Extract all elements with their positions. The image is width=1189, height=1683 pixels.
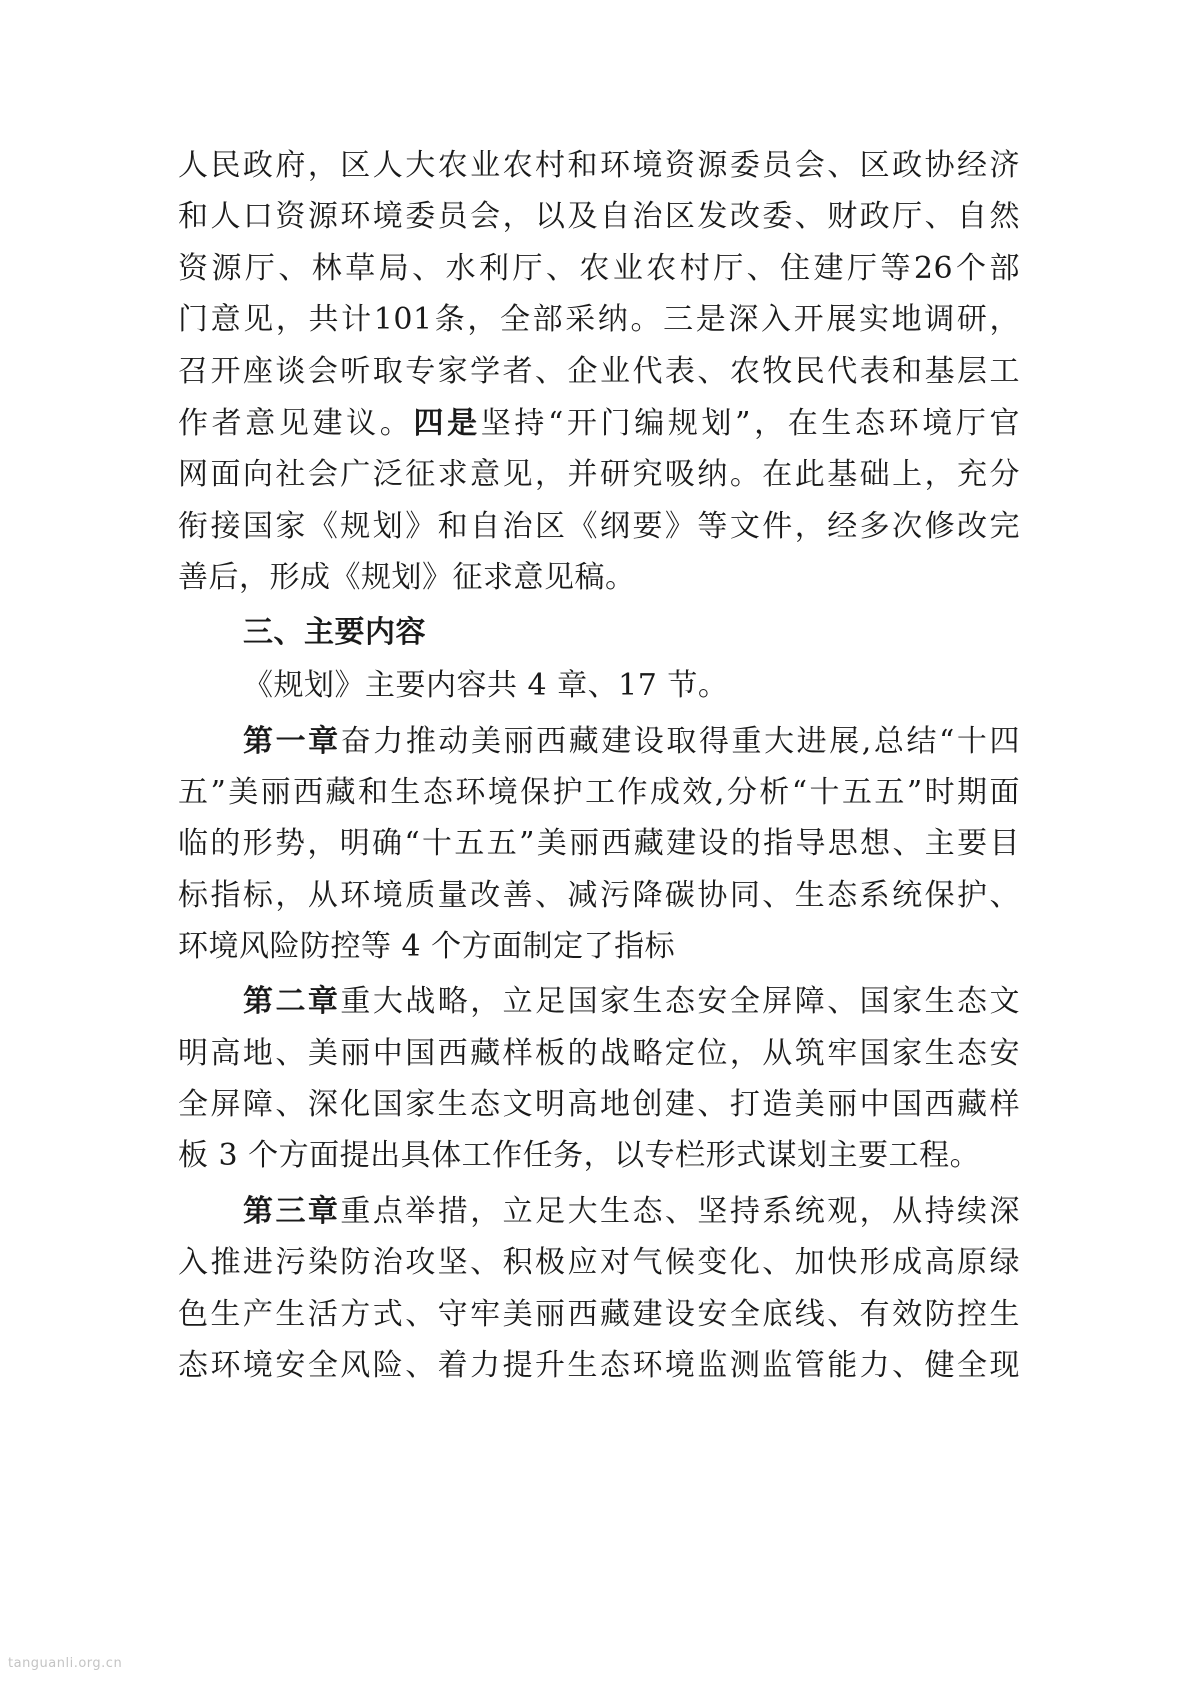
text-line: 和人口资源环境委员会，以及自治区发改委、财政厅、自然 — [178, 199, 1020, 234]
text-run: 重点举措，立足大生态、坚持系统观，从持续深 — [340, 1194, 1021, 1229]
text-line: 色生产生活方式、守牢美丽西藏建设安全底线、有效防控生 — [178, 1297, 1020, 1332]
text-line: 标指标，从环境质量改善、减污降碳协同、生态系统保护、 — [178, 878, 1020, 913]
text-run: 重大战略，立足国家生态安全屏障、国家生态文 — [340, 984, 1021, 1019]
text-line: 临的形势，明确“十五五”美丽西藏建设的指导思想、主要目 — [178, 826, 1020, 861]
section-intro: 《规划》主要内容共 4 章、17 节。 — [243, 668, 729, 703]
text-line: 入推进污染防治攻坚、积极应对气候变化、加快形成高原绿 — [178, 1245, 1020, 1280]
text-line — [178, 401, 1020, 447]
text-line — [243, 719, 1020, 765]
chapter-label: 第一章 — [243, 724, 341, 759]
text-run: 坚持“开门编规划”，在生态环境厅官 — [480, 406, 1020, 441]
section-heading: 三、主要内容 — [243, 615, 426, 650]
text-run: 作者意见建议。 — [178, 406, 414, 441]
watermark: tanguanli.org.cn — [8, 1656, 123, 1671]
text-line — [243, 1189, 1020, 1235]
text-line: 环境风险防控等 4 个方面制定了指标 — [178, 929, 676, 964]
text-line: 网面向社会广泛征求意见，并研究吸纳。在此基础上，充分 — [178, 457, 1020, 492]
text-line: 全屏障、深化国家生态文明高地创建、打造美丽中国西藏样 — [178, 1087, 1020, 1122]
text-line: 资源厅、林草局、水利厅、农业农村厅、住建厅等26个部 — [178, 251, 1020, 286]
emphasis-si-shi: 四是 — [413, 406, 481, 441]
text-line: 召开座谈会听取专家学者、企业代表、农牧民代表和基层工 — [178, 354, 1020, 389]
text-line: 衔接国家《规划》和自治区《纲要》等文件，经多次修改完 — [178, 509, 1020, 544]
chapter-label: 第三章 — [243, 1194, 341, 1229]
text-line: 善后，形成《规划》征求意见稿。 — [178, 560, 636, 595]
text-run: 奋力推动美丽西藏建设取得重大进展,总结“十四 — [340, 724, 1020, 759]
text-line: 板 3 个方面提出具体工作任务，以专栏形式谋划主要工程。 — [178, 1138, 981, 1173]
text-line — [243, 979, 1020, 1025]
text-line: 五”美丽西藏和生态环境保护工作成效,分析“十五五”时期面 — [178, 775, 1020, 810]
text-line: 人民政府，区人大农业农村和环境资源委员会、区政协经济 — [178, 148, 1020, 183]
text-line: 门意见，共计101条，全部采纳。三是深入开展实地调研， — [178, 302, 1020, 337]
chapter-label: 第二章 — [243, 984, 341, 1019]
text-line: 明高地、美丽中国西藏样板的战略定位，从筑牢国家生态安 — [178, 1036, 1020, 1071]
text-line: 态环境安全风险、着力提升生态环境监测监管能力、健全现 — [178, 1348, 1020, 1383]
